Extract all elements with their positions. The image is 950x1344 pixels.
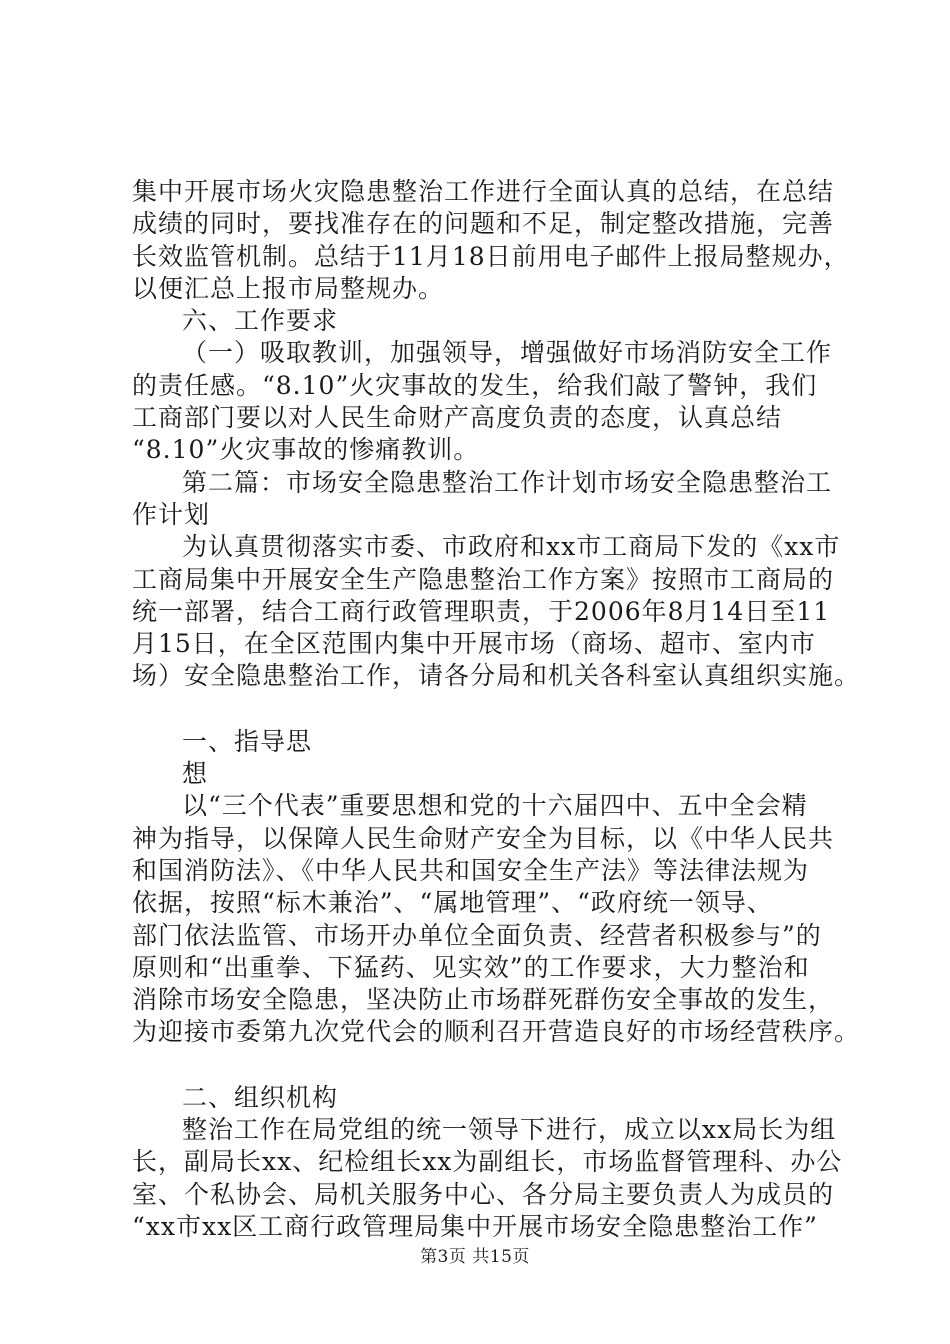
text-line: 和国消防法》、《中华人民共和国安全生产法》等法律法规为 [132, 855, 810, 885]
chapter-title-continued: 作计划 [132, 499, 211, 529]
paragraph-gap [132, 693, 832, 726]
text-line: 月15日，在全区范围内集中开展市场（商场、超市、室内市 [132, 629, 816, 659]
text-line: 以便汇总上报市局整规办。 [132, 273, 445, 303]
text-line: 场）安全隐患整治工作，请各分局和机关各科室认真组织实施。 [132, 661, 861, 691]
text-line: （一）吸取教训，加强领导，增强做好市场消防安全工作 [182, 338, 833, 368]
text-line: 工商部门要以对人民生命财产高度负责的态度，认真总结 [132, 403, 783, 433]
text-line: 长，副局长xx、纪检组长xx为副组长，市场监督管理科、办公 [132, 1147, 843, 1177]
page-footer: 第3页 共15页 [420, 1247, 530, 1267]
text-line: “8.10”火灾事故的惨痛教训。 [132, 435, 480, 465]
document-body [132, 176, 861, 1243]
text-line: 神为指导，以保障人民生命财产安全为目标，以《中华人民共 [132, 823, 835, 853]
section-heading: 一、指导思 [182, 726, 313, 756]
text-line: 以“三个代表”重要思想和党的十六届四中、五中全会精 [182, 791, 808, 821]
section-heading: 六、工作要求 [182, 306, 339, 336]
paragraph-gap [132, 1049, 832, 1082]
text-line: 部门依法监管、市场开办单位全面负责、经营者积极参与”的 [132, 920, 822, 950]
text-line: 工商局集中开展安全生产隐患整治工作方案》按照市工商局的 [132, 564, 835, 594]
text-line: “xx市xx区工商行政管理局集中开展市场安全隐患整治工作” [132, 1211, 818, 1241]
section-heading-continued: 想 [182, 759, 209, 789]
text-line: 的责任感。“8.10”火灾事故的发生，给我们敲了警钟，我们 [132, 370, 818, 400]
text-line: 集中开展市场火灾隐患整治工作进行全面认真的总结，在总结 [132, 177, 835, 206]
text-line: 为认真贯彻落实市委、市政府和xx市工商局下发的《xx市 [182, 532, 841, 562]
text-line: 长效监管机制。总结于11月18日前用电子邮件上报局整规办， [132, 241, 850, 271]
text-line: 整治工作在局党组的统一领导下进行，成立以xx局长为组 [182, 1115, 837, 1145]
text-line: 为迎接市委第九次党代会的顺利召开营造良好的市场经营秩序。 [132, 1017, 861, 1047]
text-line: 依据，按照“标木兼治”、“属地管理”、“政府统一领导、 [132, 888, 773, 918]
text-line: 原则和“出重拳、下猛药、见实效”的工作要求，大力整治和 [132, 952, 810, 982]
chapter-title: 第二篇：市场安全隐患整治工作计划市场安全隐患整治工 [182, 467, 833, 497]
text-line: 室、个私协会、局机关服务中心、各分局主要负责人为成员的 [132, 1179, 835, 1209]
text-line: 消除市场安全隐患，坚决防止市场群死群伤安全事故的发生， [132, 985, 835, 1015]
text-line: 统一部署，结合工商行政管理职责，于2006年8月14日至11 [132, 596, 831, 626]
text-line: 成绩的同时，要找准存在的问题和不足，制定整改措施，完善 [132, 209, 835, 239]
section-heading: 二、组织机构 [182, 1082, 339, 1112]
